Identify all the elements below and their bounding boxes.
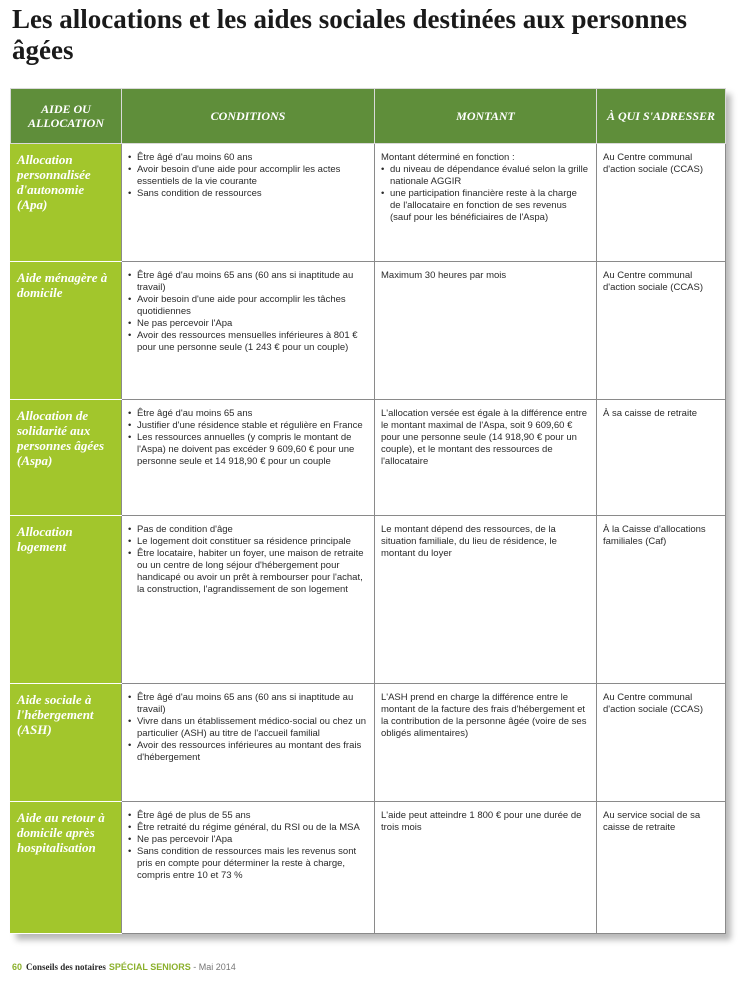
page-footer xyxy=(12,962,236,972)
amount-item: • une participation financière reste à la charge de l'allocataire en fonction de ses revenus (sauf pour les bénéficiaires de l'Aspa) xyxy=(381,188,590,224)
table-header-row xyxy=(11,89,726,144)
condition-item: • Les ressources annuelles (y compris le montant de l'Aspa) ne doivent pas excéder 9 609,60 € pour une personne seule et 14 918,90 € pour un couple xyxy=(128,432,368,468)
contact-cell: Au service social de sa caisse de retraite xyxy=(597,802,726,934)
contact-cell: Au Centre communal d'action sociale (CCAS) xyxy=(597,144,726,262)
table-row xyxy=(11,802,726,934)
condition-item: • Sans condition de ressources xyxy=(128,188,368,200)
amount-cell xyxy=(375,400,597,516)
amount-cell xyxy=(375,684,597,802)
condition-item: • Être âgé d'au moins 65 ans (60 ans si inaptitude au travail) xyxy=(128,692,368,716)
amount-cell xyxy=(375,262,597,400)
contact-cell: Au Centre communal d'action sociale (CCAS) xyxy=(597,684,726,802)
conditions-cell xyxy=(122,144,375,262)
issue-label: SPÉCIAL SENIORS xyxy=(108,962,191,972)
issue-date: - Mai 2014 xyxy=(190,962,236,972)
amount-text: L'ASH prend en charge la différence entre le montant de la facture des frais d'hébergement et la contribution de la personne âgée (voire de ses obligés alimentaires) xyxy=(381,692,587,739)
amount-text: Montant déterminé en fonction : xyxy=(381,152,515,163)
header-contact: À QUI S'ADRESSER xyxy=(597,89,726,144)
conditions-cell xyxy=(122,400,375,516)
condition-item: • Pas de condition d'âge xyxy=(128,524,368,536)
header-aid: AIDE OU ALLOCATION xyxy=(11,89,122,144)
condition-item: • Justifier d'une résidence stable et régulière en France xyxy=(128,420,368,432)
aid-name: Allocation logement xyxy=(11,516,122,684)
condition-item: • Être locataire, habiter un foyer, une maison de retraite ou un centre de long séjour d'hébergement pour handicapé ou avoir un prêt à rembourser pour l'achat, la construction, l'agrandissement de son logement xyxy=(128,548,368,596)
condition-item: • Avoir besoin d'une aide pour accomplir les actes essentiels de la vie courante xyxy=(128,164,368,188)
aid-table xyxy=(10,88,725,934)
condition-item: • Avoir des ressources mensuelles inférieures à 801 € pour une personne seule (1 243 € pour un couple) xyxy=(128,330,368,354)
condition-item: • Avoir besoin d'une aide pour accomplir les tâches quotidiennes xyxy=(128,294,368,318)
condition-item: • Être âgé d'au moins 60 ans xyxy=(128,152,368,164)
condition-item: • Sans condition de ressources mais les revenus sont pris en compte pour déterminer la reste à charge, compris entre 10 et 73 % xyxy=(128,846,368,882)
conditions-list xyxy=(128,408,368,468)
aid-name: Aide ménagère à domicile xyxy=(11,262,122,400)
conditions-cell xyxy=(122,684,375,802)
table-row xyxy=(11,262,726,400)
table-row xyxy=(11,144,726,262)
contact-cell: À la Caisse d'allocations familiales (Caf) xyxy=(597,516,726,684)
publication-name: Conseils des notaires xyxy=(26,962,106,972)
conditions-list xyxy=(128,692,368,764)
amount-cell xyxy=(375,802,597,934)
condition-item: • Avoir des ressources inférieures au montant des frais d'hébergement xyxy=(128,740,368,764)
table-row xyxy=(11,400,726,516)
amount-item: • du niveau de dépendance évalué selon la grille nationale AGGIR xyxy=(381,164,590,188)
page-title: Les allocations et les aides sociales destinées aux personnes âgées xyxy=(12,4,687,65)
amount-cell xyxy=(375,144,597,262)
amount-cell xyxy=(375,516,597,684)
header-amount: MONTANT xyxy=(375,89,597,144)
condition-item: • Ne pas percevoir l'Apa xyxy=(128,318,368,330)
conditions-cell xyxy=(122,262,375,400)
conditions-list xyxy=(128,270,368,354)
page-number: 60 xyxy=(12,962,23,972)
amount-list xyxy=(381,164,590,224)
amount-text: Maximum 30 heures par mois xyxy=(381,270,507,281)
header-conditions: CONDITIONS xyxy=(122,89,375,144)
conditions-cell xyxy=(122,802,375,934)
contact-cell: Au Centre communal d'action sociale (CCAS) xyxy=(597,262,726,400)
table-row xyxy=(11,684,726,802)
condition-item: • Être retraité du régime général, du RSI ou de la MSA xyxy=(128,822,368,834)
aid-name: Aide au retour à domicile après hospitalisation xyxy=(11,802,122,934)
table-row xyxy=(11,516,726,684)
condition-item: • Être âgé d'au moins 65 ans xyxy=(128,408,368,420)
aid-name: Allocation de solidarité aux personnes âgées (Aspa) xyxy=(11,400,122,516)
conditions-list xyxy=(128,524,368,596)
aid-name: Allocation personnalisée d'autonomie (Apa) xyxy=(11,144,122,262)
condition-item: • Être âgé d'au moins 65 ans (60 ans si inaptitude au travail) xyxy=(128,270,368,294)
contact-cell: À sa caisse de retraite xyxy=(597,400,726,516)
condition-item: • Être âgé de plus de 55 ans xyxy=(128,810,368,822)
conditions-cell xyxy=(122,516,375,684)
aid-name: Aide sociale à l'hébergement (ASH) xyxy=(11,684,122,802)
amount-text: L'aide peut atteindre 1 800 € pour une durée de trois mois xyxy=(381,810,582,833)
conditions-list xyxy=(128,152,368,200)
condition-item: • Vivre dans un établissement médico-social ou chez un particulier (ASH) au titre de l'accueil familial xyxy=(128,716,368,740)
condition-item: • Le logement doit constituer sa résidence principale xyxy=(128,536,368,548)
amount-text: L'allocation versée est égale à la différence entre le montant maximal de l'Aspa, soit 9 609,60 € pour une personne seule (14 918,90 € pour un couple), et le montant des ressources de l'allocataire xyxy=(381,408,588,467)
conditions-list xyxy=(128,810,368,882)
condition-item: • Ne pas percevoir l'Apa xyxy=(128,834,368,846)
amount-text: Le montant dépend des ressources, de la situation familiale, du lieu de résidence, le montant du loyer xyxy=(381,524,557,559)
